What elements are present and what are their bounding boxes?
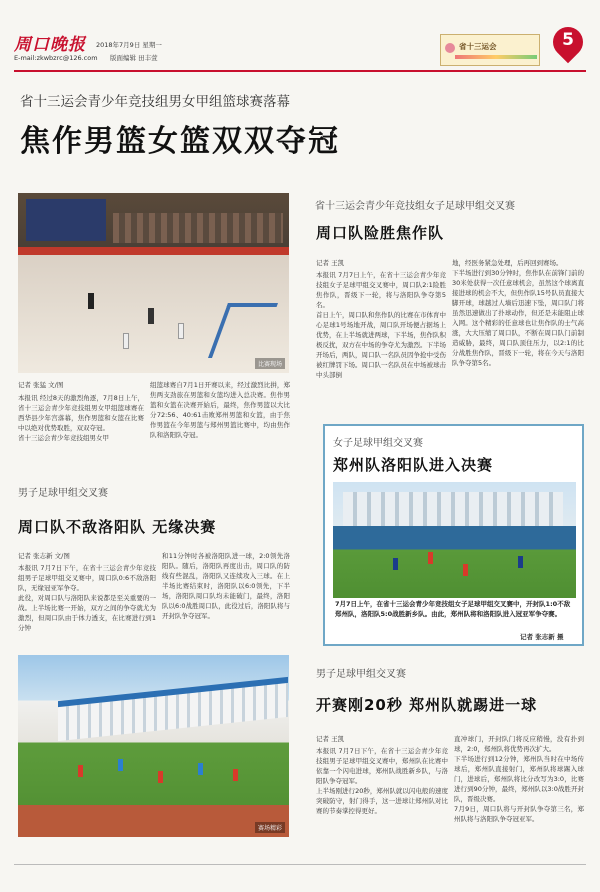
football-photo-2 (18, 655, 289, 837)
lead-headline: 焦作男篮女篮双双夺冠 (20, 124, 340, 159)
right-bottom-byline: 记者 王凯 (316, 735, 345, 743)
issue-date: 2018年7月9日 星期一 (96, 41, 162, 49)
email: E-mail:zkwbzrc@126.com (14, 54, 98, 62)
right-top-section: 省十三运会青少年竞技组女子足球甲组交叉赛 (315, 201, 515, 212)
masthead-rule (14, 70, 586, 72)
footer-rule (14, 864, 586, 865)
player (428, 552, 433, 564)
stadium-building (343, 492, 563, 526)
newspaper-logo: 周口晚报 (14, 35, 86, 55)
left-mid-body-col1: 本报讯 7月7日下午，在省十三运会青少年竞技组男子足球甲组交叉赛中，周口队0:6不敌洛阳队，无缘冠亚军争夺。 此役，对周口队与洛阳队来说都是至关重要的一战。上半场比赛一开始，双方之间的争夺就尤为激烈，但周口队由于体力透支，在比赛进行到1分钟 (18, 564, 156, 632)
right-bottom-body-col1: 本报讯 7月7日下午，在省十三运会青少年竞技组男子足球甲组交叉赛中，郑州队在比赛中依靠一个闪电进球，郑州队战胜新乡队，与洛阳队争夺冠军。 上半场刚进行20秒，郑州队就以闪电般的速度突破防守，射门得手，这一进球让郑州队对比赛的节奏掌控得更好。 (316, 747, 448, 815)
page-number: 5 (562, 30, 574, 50)
crowd (113, 213, 283, 243)
player (118, 759, 123, 771)
photo-caption: 比赛现场 (255, 358, 285, 369)
player (178, 323, 184, 339)
right-bottom-title: 开赛刚20秒 郑州队就踢进一球 (316, 696, 538, 714)
right-top-body-col2: 地，经医务紧急处理，后再回到赛场。 下半场进行到30分钟时，焦作队在前锋门前的30米处获得一次任意球机会，虽然这个球离直接进球的机会不大，但焦作队15号队员直接大脚开球，球越过人墙后迅速下坠，周口队门将虽然迅速做出了扑球动作，但还是未能阻止球入网。这个精彩的任意球也让焦作队的士气高涨，大大压缩了周口队，不断在周口队门前制造威胁，最终，周口队顶住压力，以2:1的比分战胜焦作队，晋级下一轮，将在今天与洛阳队争夺第5名。 (452, 259, 584, 367)
bottom-photo-caption: 赛场精彩 (255, 822, 285, 833)
lead-body-col1: 本报讯 经过8天的激烈角逐，7月8日上午，省十三运会青少年竞技组男女甲组篮球赛在西华县少年宫落幕，焦作男篮和女篮在比赛中以绝对优势取胜，双双夺冠。 省十三运会青少年竞技组男女甲 (18, 394, 144, 442)
right-top-body-col1: 本报讯 7月7日上午，在省十三运会青少年竞技组女子足球甲组交叉赛中，周口队2:1险胜焦作队，晋级下一轮，将与洛阳队争夺第5名。 首日上午，周口队和焦作队的比赛在市体育中心足球1号场地开战，周口队开场便占据场上优势，在上半场就进两球，下半场，焦作队积极反扰，双方在中场的争夺尤为激烈。下半场开场后，两队，周口队一名队员因争抢中受伤被红牌罚下场。周口队一名队员在中场被球击中头部倒 (316, 271, 446, 379)
player (123, 333, 129, 349)
right-top-title: 周口队险胜焦作队 (316, 224, 445, 242)
box-section: 女子足球甲组交叉赛 (333, 438, 423, 449)
left-mid-title: 周口队不敌洛阳队 无缘决赛 (18, 518, 217, 536)
player (518, 556, 523, 568)
player (198, 763, 203, 775)
player (88, 293, 94, 309)
masthead (0, 0, 600, 70)
right-bottom-body-col2: 直冲球门，开封队门将反应稍慢，没有扑到球，2:0，郑州队将优势再次扩大。 下半场进行到12分钟，郑州队当时在中场传球后，郑州队直接射门，郑州队将球踢入球门，进球后，郑州队将比分改写为3:0，比赛进行到90分钟，最终，郑州队以3:0战胜开封队，晋级决赛。 7月9日，周口队将与开封队争夺第三名，郑州队将与洛阳队争夺冠亚军。 (454, 735, 584, 823)
player (463, 564, 468, 576)
games-badge-text: 省十三运会 (459, 42, 497, 51)
box-title: 郑州队洛阳队进入决赛 (333, 456, 494, 474)
player (233, 769, 238, 781)
scoreboard (26, 199, 106, 241)
left-mid-byline: 记者 张志新 文/图 (18, 552, 70, 560)
running-track (18, 805, 289, 837)
box-caption: 7月7日上午，在省十三运会青少年竞技组女子足球甲组交叉赛中，开封队1:0不敌郑州队，洛阳队5:0战胜新乡队。由此，郑州队将和洛阳队进入冠亚军争夺赛。 (335, 600, 571, 618)
box-credit: 记者 张志新 摄 (520, 633, 564, 641)
player (158, 771, 163, 783)
flower-icon (445, 43, 455, 53)
left-mid-section: 男子足球甲组交叉赛 (18, 488, 108, 499)
player (148, 308, 154, 324)
right-top-byline: 记者 王凯 (316, 259, 345, 267)
player (78, 765, 83, 777)
football-photo-1 (333, 482, 576, 598)
basket-stand (208, 303, 278, 358)
stadium-roof (58, 677, 288, 741)
court-banner (18, 247, 289, 255)
basketball-photo (18, 193, 289, 373)
lead-body-col2: 组篮球赛自7月1日开赛以来，经过激烈比拼，郑焦两支劲旅在男篮和女篮均进入总决赛。焦作男篮和女篮在决赛开始后，最终，焦作男篮以大比分72:56、40:61击败郑州男篮和女篮，由于焦作男篮在今年男篮与郑州男篮比赛中，均由焦作队和洛阳队夺冠。 (150, 381, 290, 439)
games-badge (440, 34, 540, 66)
player (393, 558, 398, 570)
right-bottom-section: 男子足球甲组交叉赛 (316, 669, 406, 680)
color-stripe (455, 55, 537, 59)
zhengzhou-luoyang-box (323, 424, 584, 646)
page-editor: 版面编辑 田丰萱 (110, 54, 158, 62)
left-mid-body-col2: 和11分钟时各被洛阳队进一球，2:0领先洛阳队。随后，洛阳队再度出击，周口队的防线有些混乱，洛阳队又连续攻入三球。在上半场比赛结束时，洛阳队以6:0领先，下半场，洛阳队周口队均未能破门，最终，洛阳队以6:0战胜周口队，此役过后，洛阳队将与开封队争夺冠军。 (162, 552, 290, 620)
lead-kicker: 省十三运会青少年竞技组男女甲组篮球赛落幕 (20, 94, 290, 110)
lead-byline: 记者 张猛 文/图 (18, 381, 64, 389)
